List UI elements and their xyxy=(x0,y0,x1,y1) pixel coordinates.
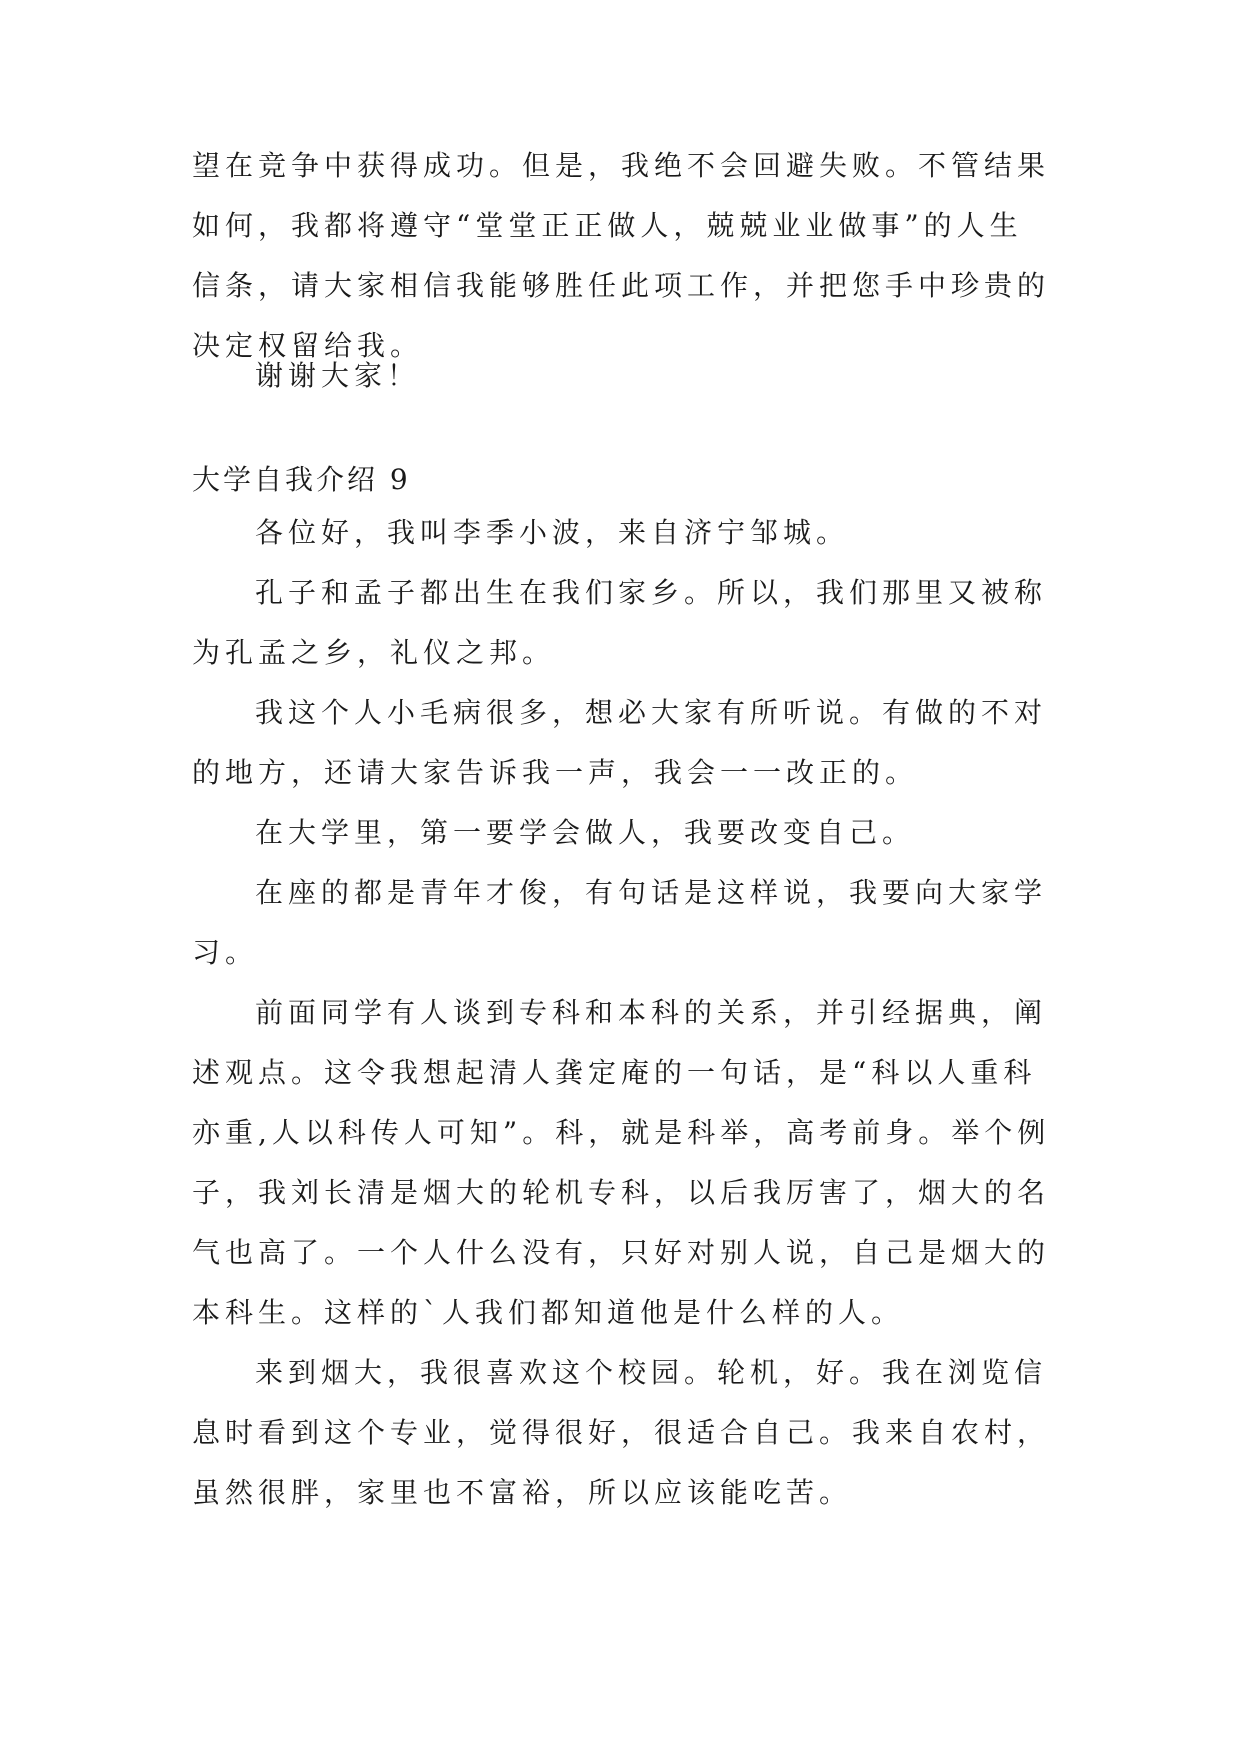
text-line: 为孔孟之乡，礼仪之邦。 xyxy=(192,636,556,669)
text-line: 亦重,人以科传人可知”。科，就是科举，高考前身。举个例 xyxy=(192,1116,1051,1149)
text-line: 来到烟大，我很喜欢这个校园。轮机，好。我在浏览信 xyxy=(255,1356,1048,1389)
text-line: 本科生。这样的`人我们都知道他是什么样的人。 xyxy=(192,1296,905,1329)
paragraph xyxy=(192,983,1072,1343)
paragraph xyxy=(192,863,1072,983)
text-line: 子，我刘长清是烟大的轮机专科，以后我厉害了，烟大的名 xyxy=(192,1176,1051,1209)
text-line: 各位好，我叫李季小波，来自济宁邹城。 xyxy=(255,516,850,549)
section-title: 大学自我介绍 9 xyxy=(192,463,411,496)
thanks-paragraph xyxy=(192,346,1072,406)
text-line: 虽然很胖，家里也不富裕，所以应该能吃苦。 xyxy=(192,1476,853,1509)
text-line: 习。 xyxy=(192,936,259,969)
text-line: 信条，请大家相信我能够胜任此项工作，并把您手中珍贵的 xyxy=(192,269,1051,302)
paragraph xyxy=(192,563,1072,683)
text-line: 述观点。这令我想起清人龚定庵的一句话，是“科以人重科 xyxy=(192,1056,1037,1089)
text-line: 前面同学有人谈到专科和本科的关系，并引经据典，阐 xyxy=(255,996,1048,1029)
paragraph xyxy=(192,803,1072,863)
paragraph xyxy=(192,683,1072,803)
paragraph xyxy=(192,503,1072,563)
paragraph xyxy=(192,1343,1072,1523)
text-line: 气也高了。一个人什么没有，只好对别人说，自己是烟大的 xyxy=(192,1236,1051,1269)
text-line: 在座的都是青年才俊，有句话是这样说，我要向大家学 xyxy=(255,876,1048,909)
text-line: 决定权留给我。 xyxy=(192,329,424,362)
text-line: 在大学里，第一要学会做人，我要改变自己。 xyxy=(255,816,916,849)
text-line: 我这个人小毛病很多，想必大家有所听说。有做的不对 xyxy=(255,696,1048,729)
body-paragraphs xyxy=(192,503,1072,1523)
text-line: 谢谢大家！ xyxy=(255,359,421,392)
text-line: 息时看到这个专业，觉得很好，很适合自己。我来自农村， xyxy=(192,1416,1051,1449)
top-paragraph xyxy=(192,136,1072,376)
text-line: 望在竞争中获得成功。但是，我绝不会回避失败。不管结果 xyxy=(192,149,1051,182)
text-line: 如何，我都将遵守“堂堂正正做人，兢兢业业做事”的人生 xyxy=(192,209,1023,242)
text-line: 孔子和孟子都出生在我们家乡。所以，我们那里又被称 xyxy=(255,576,1048,609)
text-line: 的地方，还请大家告诉我一声，我会一一改正的。 xyxy=(192,756,919,789)
